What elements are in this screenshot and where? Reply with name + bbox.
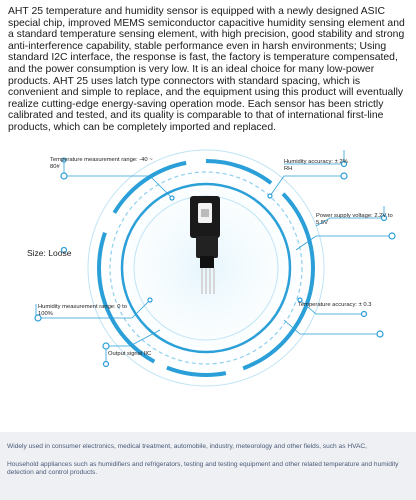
humidity-range-label: Humidity measurement range: 0 to 100% bbox=[38, 304, 127, 317]
applications-line-2: Household appliances such as humidifiers and refrigerators, testing and testing equipment and other related temperature and humidity detection and control products. bbox=[7, 461, 399, 476]
output-signal-label: Output signal IIC bbox=[108, 351, 152, 357]
applications-line-1: Widely used in consumer electronics, medical treatment, automobile, industry, meteorology and other fields, such as HVAC, bbox=[7, 443, 368, 450]
power-supply-label: Power supply voltage: 2.2V to 5.5V bbox=[316, 213, 393, 226]
temperature-range-label: Temperature measurement range: -40 ~ 80# bbox=[50, 157, 153, 170]
humidity-accuracy-label: Humidity accuracy: ± 2% RH bbox=[284, 159, 348, 172]
product-description: AHT 25 temperature and humidity sensor is equipped with a newly designed ASIC special chip, improved MEMS semiconductor capacitive humidity sensing element and a standard temperature sensing element, with high precision, good stability and strong anti-interference capability, stable performance even in harsh environments; Using standard I2C interface, the response is fast, the factory is temperature compensated, and the power consumption is very low. It is an ideal choice for many low-power products. AHT 25 uses latch type connectors with standard spacing, which is convenient and simple to replace, and the equipment using this product will eventually realize cutting-edge energy-saving operation mode. Each sensor has been strictly calibrated and tested, and its quality is comparable to that of international first-line products, which can be completely imported and replaced. bbox=[8, 6, 405, 133]
size-label: Size: Loose bbox=[27, 248, 72, 258]
applications-footer bbox=[0, 432, 416, 500]
temperature-accuracy-label: Temperature accuracy: ± 0.3 bbox=[298, 302, 372, 308]
sensor-feature-diagram bbox=[0, 140, 416, 430]
